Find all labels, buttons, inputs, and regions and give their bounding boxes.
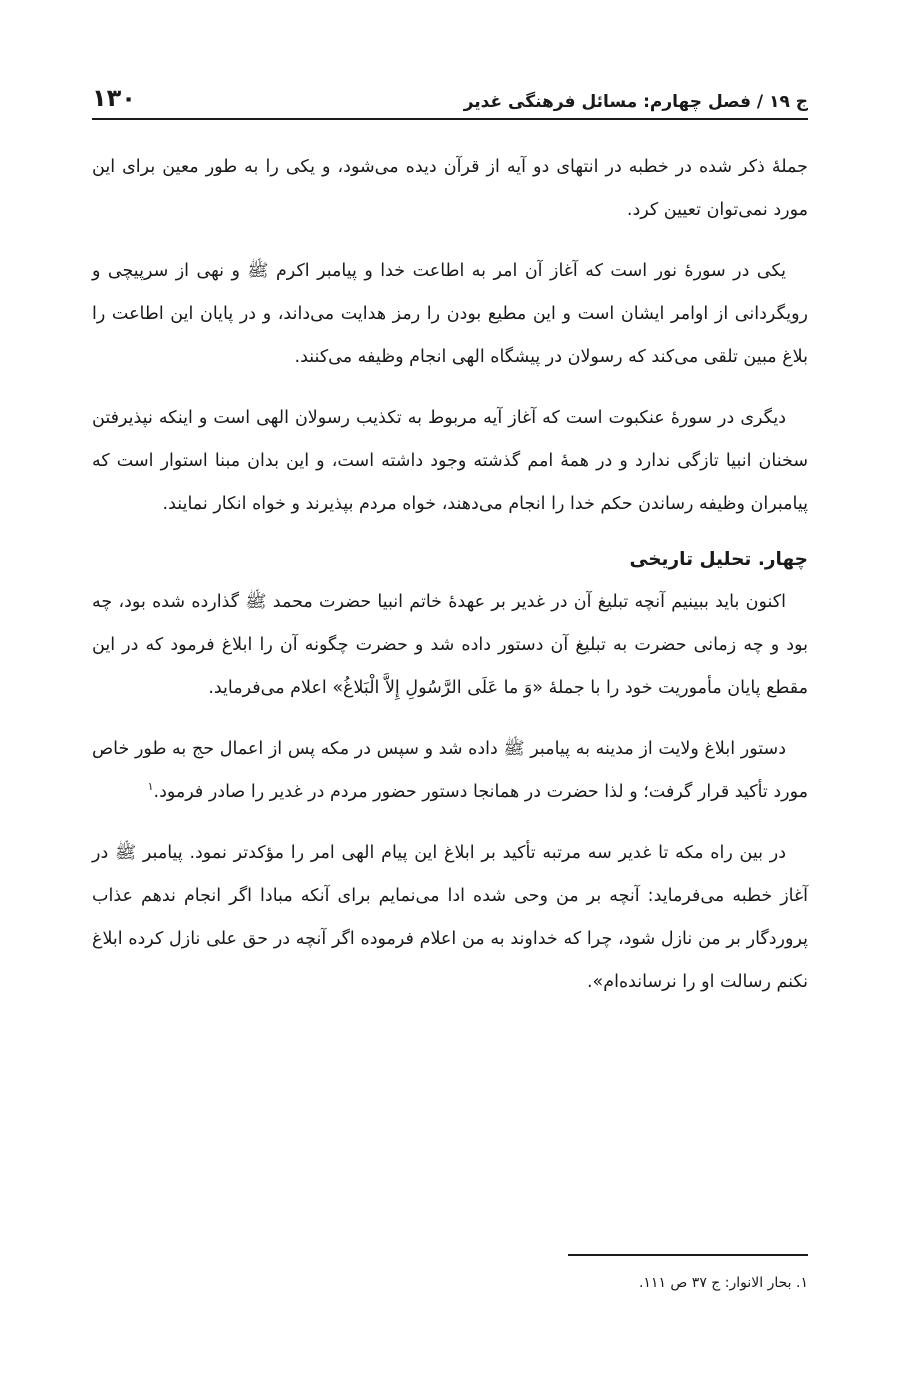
- page-body: [92, 146, 808, 1004]
- running-title: ج ۱۹ / فصل چهارم: مسائل فرهنگی غدیر: [463, 92, 808, 112]
- paragraph-2: یکی در سورهٔ نور است که آغاز آن امر به اطاعت خدا و پیامبر اکرم ﷺ و نهی از سرپیچی و رویگردانی از اوامر ایشان است و این مطیع بودن را رمز هدایت می‌داند، و در پایان این اطاعت را بلاغ مبین تلقی می‌کند که رسولان در پیشگاه الهی انجام وظیفه می‌کنند.: [92, 261, 808, 367]
- book-page: [92, 0, 808, 1390]
- paragraph-1: جملهٔ ذکر شده در خطبه در انتهای دو آیه از قرآن دیده می‌شود، و یکی را به طور معین برای این مورد نمی‌توان تعیین کرد.: [92, 157, 808, 220]
- page-header: [92, 72, 808, 120]
- paragraph-6: در بین راه مکه تا غدیر سه مرتبه تأکید بر ابلاغ این پیام الهی امر را مؤکدتر نمود. پیامبر ﷺ در آغاز خطبه می‌فرماید: آنچه بر من وحی شده ادا می‌نمایم برای آنکه مبادا اگر انجام ندهم عذاب پروردگار بر من نازل شود، چرا که خداوند به من اعلام فرموده اگر آنچه در حق علی نازل کرده ابلاغ نکنم رسالت او را نرسانده‌ام».: [92, 843, 808, 992]
- footnote-divider: [568, 1254, 808, 1256]
- footnote: ۱. بحار الانوار: ج ۳۷ ص ۱۱۱.: [638, 1275, 808, 1291]
- footnote-reference[interactable]: ۱: [147, 780, 154, 794]
- paragraph-3: دیگری در سورهٔ عنکبوت است که آغاز آیه مربوط به تکذیب رسولان الهی است و اینکه نپذیرفتن سخنان انبیا تازگی ندارد و در همهٔ امم گذشته وجود داشته است، و این بدان مبنا استوار است که پیامبران وظیفه رساندن حکم خدا را انجام می‌دهند، خواه مردم بپذیرند و خواه انکار نمایند.: [92, 408, 808, 514]
- section-heading: چهار. تحلیل تاریخی: [629, 549, 808, 570]
- page-number: ۱۳۰: [92, 84, 136, 112]
- paragraph-4: اکنون باید ببینیم آنچه تبلیغ آن در غدیر بر عهدهٔ خاتم انبیا حضرت محمد ﷺ گذارده شده بود، چه بود و چه زمانی حضرت به تبلیغ آن دستور داده شد و حضرت چگونه آن را ابلاغ فرمود که در این مقطع پایان مأموریت خود را با جملهٔ «وَ ما عَلَی الرَّسُولِ إِلاَّ الْبَلاغُ» اعلام می‌فرماید.: [92, 592, 808, 698]
- paragraph-5: [92, 728, 808, 814]
- paragraph-5-text: دستور ابلاغ ولایت از مدینه به پیامبر ﷺ داده شد و سپس در مکه پس از اعمال حج به طور خاص مورد تأکید قرار گرفت؛ و لذا حضرت در همانجا دستور حضور مردم در غدیر را صادر فرمود.: [92, 739, 808, 802]
